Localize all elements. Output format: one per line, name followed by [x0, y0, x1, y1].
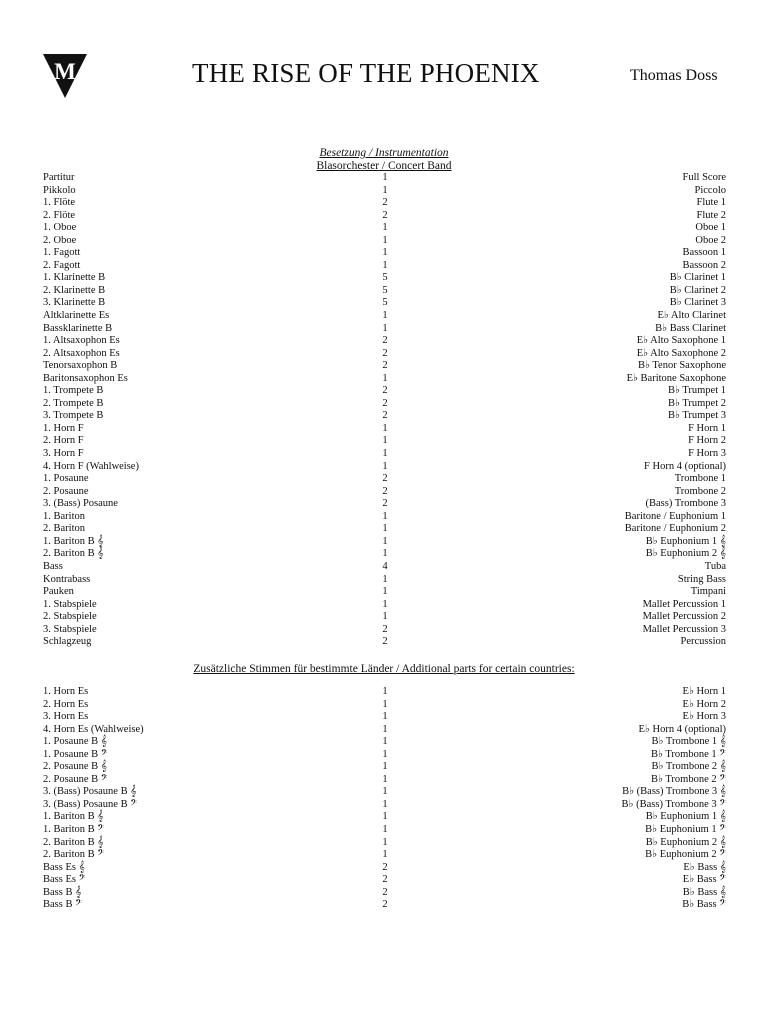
part-name-english: B♭ Bass 𝄢 [682, 899, 726, 911]
part-name-english: Piccolo [694, 184, 726, 196]
part-row [0, 899, 768, 912]
publisher-logo [43, 54, 87, 98]
part-row [0, 185, 768, 198]
part-name-german: 2. Bariton [43, 523, 85, 535]
part-count: 2 [382, 410, 388, 422]
part-name-english: B♭ Trumpet 1 [667, 385, 726, 397]
part-name-english: F Horn 4 (optional) [644, 460, 726, 472]
part-name-german: 1. Altsaxophon Es [43, 335, 120, 347]
part-name-german: 2. Posaune [43, 485, 89, 497]
part-row [0, 360, 768, 373]
part-name-german: Bass Es 𝄞 [43, 861, 85, 873]
part-count: 1 [382, 259, 388, 271]
part-name-english: Mallet Percussion 2 [642, 611, 726, 623]
part-row [0, 222, 768, 235]
part-row [0, 586, 768, 599]
part-count: 5 [382, 272, 388, 284]
part-name-english: Flute 2 [696, 209, 726, 221]
part-row [0, 548, 768, 561]
part-name-german: 1. Flöte [43, 197, 76, 209]
part-count: 4 [382, 560, 388, 572]
part-name-english: B♭ (Bass) Trombone 3 𝄢 [621, 798, 726, 810]
part-name-german: 1. Bariton B 𝄢 [43, 824, 104, 836]
part-count: 2 [382, 473, 388, 485]
part-name-english: E♭ Alto Saxophone 2 [636, 347, 726, 359]
part-row [0, 624, 768, 637]
instrumentation-list [0, 172, 768, 649]
ensemble-heading: Blasorchester / Concert Band [316, 160, 452, 172]
part-count: 1 [382, 523, 388, 535]
part-name-english: String Bass [677, 573, 726, 585]
part-name-english: B♭ Trombone 1 𝄢 [650, 748, 726, 760]
part-name-german: 2. Altsaxophon Es [43, 347, 120, 359]
part-name-english: B♭ Euphonium 1 𝄢 [645, 824, 726, 836]
part-count: 1 [382, 598, 388, 610]
part-count: 2 [382, 385, 388, 397]
part-count: 2 [382, 899, 388, 911]
part-name-german: Schlagzeug [43, 636, 92, 648]
part-name-german: 2. Klarinette B [43, 284, 106, 296]
part-name-german: 2. Bariton B 𝄞 [43, 548, 104, 560]
part-name-german: Baritonsaxophon Es [43, 372, 128, 384]
part-count: 1 [382, 573, 388, 585]
part-count: 1 [382, 422, 388, 434]
part-row [0, 761, 768, 774]
part-name-english: B♭ Tenor Saxophone [637, 360, 726, 372]
part-name-english: Bassoon 2 [682, 259, 726, 271]
part-name-german: Bass B 𝄢 [43, 899, 82, 911]
part-name-german: 1. Posaune B 𝄢 [43, 748, 108, 760]
part-name-english: Mallet Percussion 3 [642, 623, 726, 635]
part-count: 1 [382, 849, 388, 861]
part-count: 1 [382, 322, 388, 334]
part-name-german: 3. (Bass) Posaune B 𝄢 [43, 798, 137, 810]
part-name-german: Pauken [43, 586, 74, 598]
part-name-english: B♭ Trumpet 2 [667, 397, 726, 409]
part-count: 1 [382, 372, 388, 384]
part-name-english: F Horn 1 [688, 422, 726, 434]
part-row [0, 260, 768, 273]
part-row [0, 862, 768, 875]
page-title: THE RISE OF THE PHOENIX [192, 58, 540, 88]
part-row [0, 736, 768, 749]
part-name-english: Trombone 2 [674, 485, 726, 497]
part-name-german: 2. Fagott [43, 259, 81, 271]
part-row [0, 461, 768, 474]
part-name-english: B♭ Bass 𝄞 [682, 886, 726, 898]
part-row [0, 197, 768, 210]
part-name-german: Bass B 𝄞 [43, 886, 82, 898]
part-count: 2 [382, 485, 388, 497]
part-row [0, 448, 768, 461]
part-row [0, 297, 768, 310]
part-name-german: 2. Stabspiele [43, 611, 97, 623]
part-row [0, 636, 768, 649]
part-count: 1 [382, 448, 388, 460]
part-count: 2 [382, 874, 388, 886]
part-row [0, 398, 768, 411]
part-name-german: 3. Horn F [43, 448, 84, 460]
part-row [0, 837, 768, 850]
part-name-german: Altklarinette Es [43, 310, 110, 322]
part-count: 1 [382, 824, 388, 836]
part-name-german: 1. Horn Es [43, 686, 89, 697]
part-name-english: Baritone / Euphonium 1 [624, 510, 726, 522]
part-row [0, 310, 768, 323]
part-row [0, 874, 768, 887]
part-name-english: B♭ Trumpet 3 [667, 410, 726, 422]
part-row [0, 599, 768, 612]
part-count: 1 [382, 184, 388, 196]
part-name-german: 3. Stabspiele [43, 623, 97, 635]
part-name-english: B♭ Bass Clarinet [655, 322, 726, 334]
part-row [0, 373, 768, 386]
part-name-german: 4. Horn Es (Wahlweise) [43, 723, 144, 735]
part-name-english: E♭ Bass 𝄢 [682, 874, 726, 886]
part-count: 2 [382, 209, 388, 221]
part-row [0, 611, 768, 624]
part-name-german: 3. (Bass) Posaune B 𝄞 [43, 786, 137, 798]
part-name-german: 1. Posaune B 𝄞 [43, 736, 107, 748]
part-name-german: Kontrabass [43, 573, 91, 585]
part-name-german: 1. Bariton B 𝄞 [43, 811, 104, 823]
part-row [0, 774, 768, 787]
part-name-english: Bassoon 1 [682, 247, 726, 259]
part-count: 1 [382, 698, 388, 710]
part-name-english: E♭ Horn 3 [682, 711, 726, 723]
part-count: 1 [382, 761, 388, 773]
part-name-german: 3. Horn Es [43, 711, 89, 723]
part-name-german: 2. Trompete B [43, 397, 104, 409]
part-name-german: 3. Trompete B [43, 410, 104, 422]
part-row [0, 486, 768, 499]
part-name-english: B♭ Clarinet 1 [669, 272, 726, 284]
part-row [0, 385, 768, 398]
part-name-english: B♭ Euphonium 1 𝄞 [645, 811, 726, 823]
part-name-german: 1. Fagott [43, 247, 81, 259]
part-count: 1 [382, 711, 388, 723]
part-name-german: 1. Bariton B 𝄞 [43, 535, 104, 547]
part-name-german: 2. Horn F [43, 435, 84, 447]
part-row [0, 210, 768, 223]
part-name-german: 1. Klarinette B [43, 272, 106, 284]
part-name-german: 1. Horn F [43, 422, 84, 434]
part-row [0, 511, 768, 524]
part-row [0, 323, 768, 336]
part-count: 2 [382, 197, 388, 209]
part-count: 2 [382, 886, 388, 898]
part-row [0, 348, 768, 361]
part-row [0, 561, 768, 574]
part-name-german: 1. Oboe [43, 222, 77, 234]
part-count: 1 [382, 748, 388, 760]
part-name-english: Percussion [680, 636, 726, 648]
part-name-german: 2. Flöte [43, 209, 76, 221]
part-name-english: B♭ Clarinet 2 [669, 284, 726, 296]
part-name-english: B♭ Euphonium 2 𝄢 [645, 849, 726, 861]
part-name-german: Pikkolo [43, 184, 76, 196]
logo-letter: M [54, 59, 76, 84]
instrumentation-heading: Besetzung / Instrumentation [319, 147, 449, 159]
part-name-german: Bassklarinette B [43, 322, 113, 334]
part-name-english: E♭ Alto Clarinet [657, 310, 726, 322]
part-name-german: Tenorsaxophon B [43, 360, 118, 372]
part-row [0, 686, 768, 699]
part-name-german: 2. Bariton B 𝄞 [43, 836, 104, 848]
part-name-english: B♭ Trombone 2 𝄢 [650, 773, 726, 785]
part-row [0, 724, 768, 737]
part-row [0, 272, 768, 285]
part-name-english: B♭ Trombone 2 𝄞 [651, 761, 726, 773]
part-count: 2 [382, 861, 388, 873]
part-count: 1 [382, 836, 388, 848]
part-name-german: 2. Posaune B 𝄞 [43, 761, 107, 773]
part-name-english: E♭ Baritone Saxophone [626, 372, 726, 384]
part-count: 1 [382, 310, 388, 322]
part-name-english: Timpani [690, 586, 726, 598]
part-count: 1 [382, 773, 388, 785]
part-name-english: E♭ Bass 𝄞 [683, 861, 726, 873]
part-count: 1 [382, 686, 388, 697]
part-name-english: Trombone 1 [674, 473, 726, 485]
part-row [0, 699, 768, 712]
part-row [0, 473, 768, 486]
additional-parts-heading: Zusätzliche Stimmen für bestimmte Länder / Additional parts for certain countries: [193, 663, 575, 675]
part-count: 1 [382, 798, 388, 810]
part-count: 2 [382, 360, 388, 372]
part-row [0, 523, 768, 536]
part-row [0, 887, 768, 900]
part-count: 1 [382, 611, 388, 623]
part-count: 1 [382, 222, 388, 234]
part-name-english: Oboe 2 [695, 234, 726, 246]
part-row [0, 749, 768, 762]
part-row [0, 498, 768, 511]
part-row [0, 799, 768, 812]
part-name-english: E♭ Horn 1 [682, 686, 726, 697]
part-count: 1 [382, 435, 388, 447]
part-name-english: F Horn 2 [688, 435, 726, 447]
part-name-english: Full Score [682, 172, 726, 183]
part-row [0, 435, 768, 448]
part-count: 1 [382, 736, 388, 748]
part-count: 1 [382, 548, 388, 560]
part-name-english: Oboe 1 [695, 222, 726, 234]
part-name-english: B♭ Euphonium 2 𝄞 [645, 548, 726, 560]
part-name-german: 3. Klarinette B [43, 297, 106, 309]
part-name-german: 1. Posaune [43, 473, 89, 485]
part-row [0, 824, 768, 837]
part-count: 1 [382, 234, 388, 246]
part-count: 2 [382, 498, 388, 510]
additional-parts-list [0, 686, 768, 912]
part-count: 2 [382, 636, 388, 648]
part-row [0, 811, 768, 824]
part-name-german: 3. (Bass) Posaune [43, 498, 118, 510]
part-name-english: B♭ Trombone 1 𝄞 [651, 736, 726, 748]
part-name-german: 1. Stabspiele [43, 598, 97, 610]
part-count: 1 [382, 172, 388, 183]
part-name-english: E♭ Alto Saxophone 1 [636, 335, 726, 347]
part-name-german: 2. Posaune B 𝄢 [43, 773, 108, 785]
part-count: 2 [382, 347, 388, 359]
part-count: 2 [382, 335, 388, 347]
part-row [0, 574, 768, 587]
part-count: 1 [382, 247, 388, 259]
part-name-german: Bass [43, 560, 63, 572]
part-count: 1 [382, 510, 388, 522]
part-name-english: B♭ Euphonium 1 𝄞 [645, 535, 726, 547]
part-name-english: E♭ Horn 2 [682, 698, 726, 710]
part-count: 5 [382, 284, 388, 296]
part-count: 1 [382, 460, 388, 472]
part-name-english: B♭ Euphonium 2 𝄞 [645, 836, 726, 848]
part-name-german: 2. Bariton B 𝄢 [43, 849, 104, 861]
part-count: 1 [382, 586, 388, 598]
part-row [0, 786, 768, 799]
part-row [0, 172, 768, 185]
part-name-german: 2. Oboe [43, 234, 77, 246]
part-name-english: Flute 1 [696, 197, 726, 209]
part-name-german: 2. Horn Es [43, 698, 89, 710]
part-count: 2 [382, 623, 388, 635]
part-row [0, 423, 768, 436]
composer-name: Thomas Doss [630, 67, 718, 84]
part-row [0, 285, 768, 298]
part-count: 1 [382, 811, 388, 823]
part-name-german: 1. Bariton [43, 510, 85, 522]
part-name-english: Mallet Percussion 1 [642, 598, 726, 610]
part-count: 1 [382, 786, 388, 798]
part-row [0, 536, 768, 549]
part-row [0, 235, 768, 248]
part-name-english: F Horn 3 [688, 448, 726, 460]
part-name-english: B♭ Clarinet 3 [669, 297, 726, 309]
part-name-english: Baritone / Euphonium 2 [624, 523, 726, 535]
part-name-german: Bass Es 𝄢 [43, 874, 86, 886]
part-name-german: 1. Trompete B [43, 385, 104, 397]
part-row [0, 410, 768, 423]
part-count: 1 [382, 535, 388, 547]
part-row [0, 247, 768, 260]
part-name-german: Partitur [43, 172, 75, 183]
part-count: 5 [382, 297, 388, 309]
part-row [0, 711, 768, 724]
part-name-english: E♭ Horn 4 (optional) [638, 723, 726, 735]
part-name-german: 4. Horn F (Wahlweise) [43, 460, 139, 472]
part-row [0, 849, 768, 862]
part-row [0, 335, 768, 348]
part-name-english: Tuba [704, 560, 726, 572]
part-name-english: (Bass) Trombone 3 [645, 498, 726, 510]
part-count: 2 [382, 397, 388, 409]
part-count: 1 [382, 723, 388, 735]
part-name-english: B♭ (Bass) Trombone 3 𝄞 [622, 786, 726, 798]
